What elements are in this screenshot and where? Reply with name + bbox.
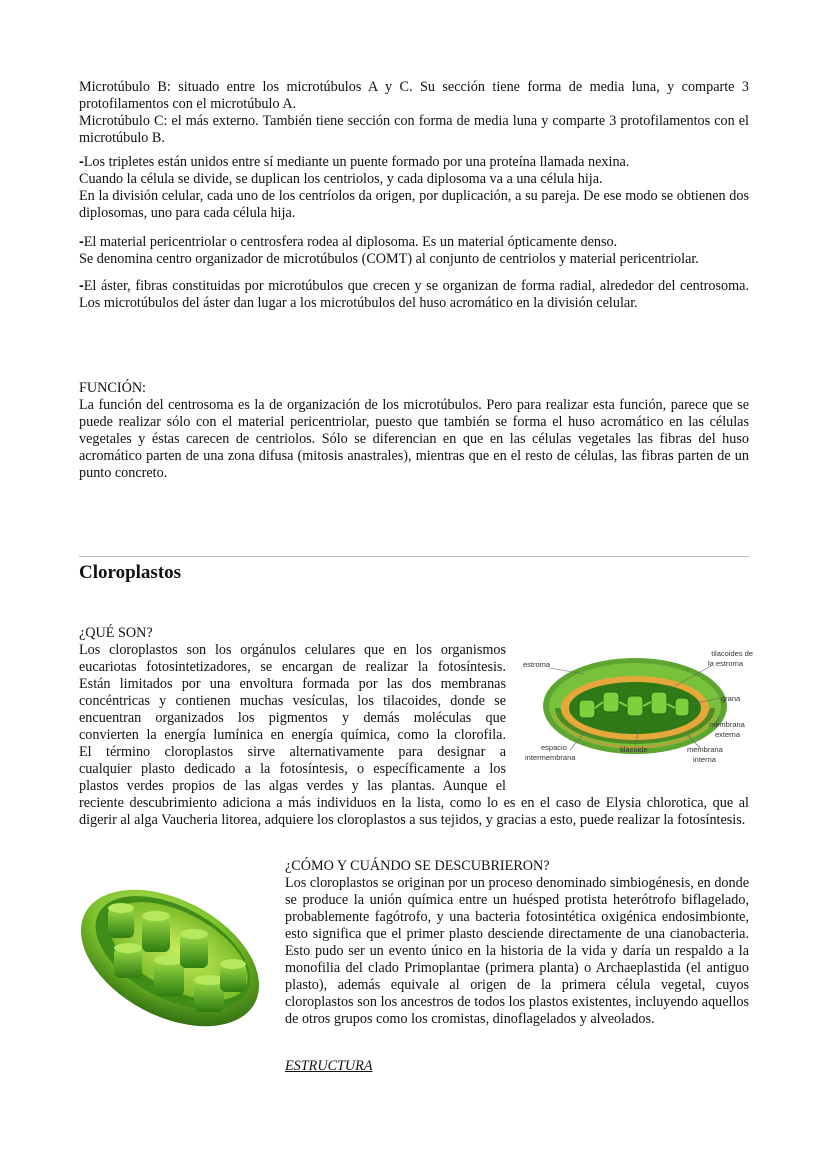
que-son-line: concéntricas y contienen muchas vesículas, los tilacoides, donde se [79, 693, 506, 709]
paragraph-division: En la división celular, cada uno de los centríolos da origen, por duplicación, a su pareja. De ese modo se obtienen dos diplosomas, uno para cada célula hija. [79, 188, 749, 221]
tripletes-text: Los tripletes están unidos entre sí mediante un puente formado por una proteína llamada nexina. [83, 154, 630, 170]
label-tilacoide: tilacoide [620, 745, 648, 754]
que-son-heading-wrap [79, 625, 749, 642]
granum-shape [675, 698, 689, 716]
paragraph-tripletes [79, 154, 749, 171]
label-membrana-externa-2: externa [715, 730, 741, 739]
pericentriolar-text: El material pericentriolar o centrosfera rodea al diplosoma. Es un material ópticamente denso. [83, 234, 618, 250]
tripletes-section [79, 154, 749, 222]
granum-shape [651, 692, 667, 714]
aster-text: El áster, fibras constituidas por microtúbulos que crecen y se organizan de forma radial, alrededor del centrosoma. Los microtúbulos del áster dan lugar a los microtúbulos del huso acromático en la división celular. [79, 278, 749, 311]
estructura-heading [285, 1058, 373, 1075]
que-son-heading: ¿QUÉ SON? [79, 625, 153, 641]
granum-shape [603, 692, 619, 712]
granum-stack [114, 943, 142, 978]
que-son-line: convierten la energía lumínica en energía química, como la clorofila. [79, 727, 506, 743]
aster-section [79, 278, 749, 312]
que-son-rest [79, 795, 749, 829]
section-divider [79, 556, 749, 557]
label-grana: grana [721, 694, 741, 703]
granum-stack [108, 903, 134, 938]
estructura-heading-wrap [285, 1058, 373, 1075]
que-son-wrapped-text [79, 642, 506, 795]
paragraph-celula-divide: Cuando la célula se divide, se duplican los centriolos, y cada diplosoma va a una célula hija. [79, 171, 603, 187]
dash-bullet: - [79, 234, 84, 250]
granum-stack [180, 929, 208, 968]
granum-stack [194, 975, 224, 1012]
pericentriolar-section [79, 234, 749, 268]
granum-stack [220, 959, 246, 992]
label-membrana-externa-1: membrana [709, 720, 745, 729]
chloroplast-3d-illustration [70, 868, 270, 1048]
label-espacio-1: espacio [541, 743, 567, 752]
paragraph-microtubulo-b: Microtúbulo B: situado entre los microtúbulos A y C. Su sección tiene forma de media luna, y comparte 3 protofilamentos con el microtúbulo A. [79, 79, 749, 112]
dash-bullet: - [79, 154, 84, 170]
paragraph-aster [79, 278, 749, 312]
granum-stack [154, 955, 184, 996]
chloroplast-diagram [515, 646, 755, 774]
descubrimiento-heading: ¿CÓMO Y CUÁNDO SE DESCUBRIERON? [285, 858, 550, 874]
funcion-text: La función del centrosoma es la de organización de los microtúbulos. Pero para realizar esta función, parece que se puede realizar sólo con el material pericentriolar, puesto que también se forma el huso acromático en las células vegetales y éstas carecen de centriolos. Sólo se diferencian en que en las células vegetales las fibras del huso acromático parten de una zona difusa (mitosis anastrales), mientras que en el resto de células, las fibras parten de un punto concreto. [79, 397, 749, 481]
funcion-heading: FUNCIÓN: [79, 380, 147, 396]
section-title-cloroplastos: Cloroplastos [79, 562, 182, 583]
paragraph-comt: Se denomina centro organizador de microtúbulos (COMT) al conjunto de centriolos y material pericentriolar. [79, 251, 699, 267]
que-son-line: eucariotas fotosintetizadores, se encargan de realizar la fotosíntesis. [79, 659, 506, 675]
descubrimiento-section [285, 858, 749, 1028]
estructura-link-text: ESTRUCTURA [285, 1058, 373, 1074]
que-son-line: encuentran organizados los pigmentos y demás moléculas que [79, 710, 506, 726]
que-son-line: Están limitados por una envoltura formada por las dos membranas [79, 676, 506, 692]
granum-shape [627, 696, 643, 716]
que-son-line: Los cloroplastos son los orgánulos celulares que en los organismos [79, 642, 506, 658]
que-son-rest-text: reciente descubrimiento adiciona a más individuos en la lista, como lo es en el caso de Elysia chlorotica, que al digerir al alga Vaucheria litorea, adquiere los cloroplastos a sus tejidos, y gracias a esto, puede realizar la fotosíntesis. [79, 795, 749, 828]
granum-stack [142, 911, 170, 952]
label-membrana-interna-2: interna [693, 755, 716, 764]
que-son-line: El término cloroplastos sirve alternativamente para designar a [79, 744, 506, 760]
label-membrana-interna-1: membrana [687, 745, 723, 754]
microtubule-paragraphs [79, 79, 749, 147]
label-estroma: estroma [523, 660, 551, 669]
dash-bullet: - [79, 278, 84, 294]
label-tilacoides-1: tilacoides de [711, 649, 753, 658]
paragraph-microtubulo-c: Microtúbulo C: el más externo. También tiene sección con forma de media luna y comparte 3 protofilamentos con el microtúbulo B. [79, 113, 749, 146]
paragraph-pericentriolar [79, 234, 749, 251]
descubrimiento-text: Los cloroplastos se originan por un proceso denominado simbiogénesis, en donde se produce la unión química entre un huésped protista heterótrofo biflagelado, probablemente fagótrofo, y una bacteria fotosintética oxigénica endosimbionte, esto significa que el primer plasto desciende directamente de una cianobacteria. Esto pudo ser un evento único en la historia de la vida y daría un respaldo a la monofilia del clado Primoplantae (primera planta) o Archaeplastida (el antiguo plasto), además equivale al origen de la primera célula vegetal, cuyos cloroplastos son los ancestros de todos los plastos existentes, incluyendo aquellos de otros grupos como los cromistas, dinoflagelados y alveolados. [285, 875, 749, 1027]
label-tilacoides-2: la estroma [707, 659, 743, 668]
granum-shape [579, 700, 595, 718]
funcion-section [79, 380, 749, 482]
que-son-line: cualquier plasto dedicado a la fotosíntesis, o específicamente a los [79, 761, 506, 777]
que-son-line: plastos verdes propios de las algas verdes y las plantas. Aunque el [79, 778, 506, 794]
label-espacio-2: intermembrana [525, 753, 576, 762]
